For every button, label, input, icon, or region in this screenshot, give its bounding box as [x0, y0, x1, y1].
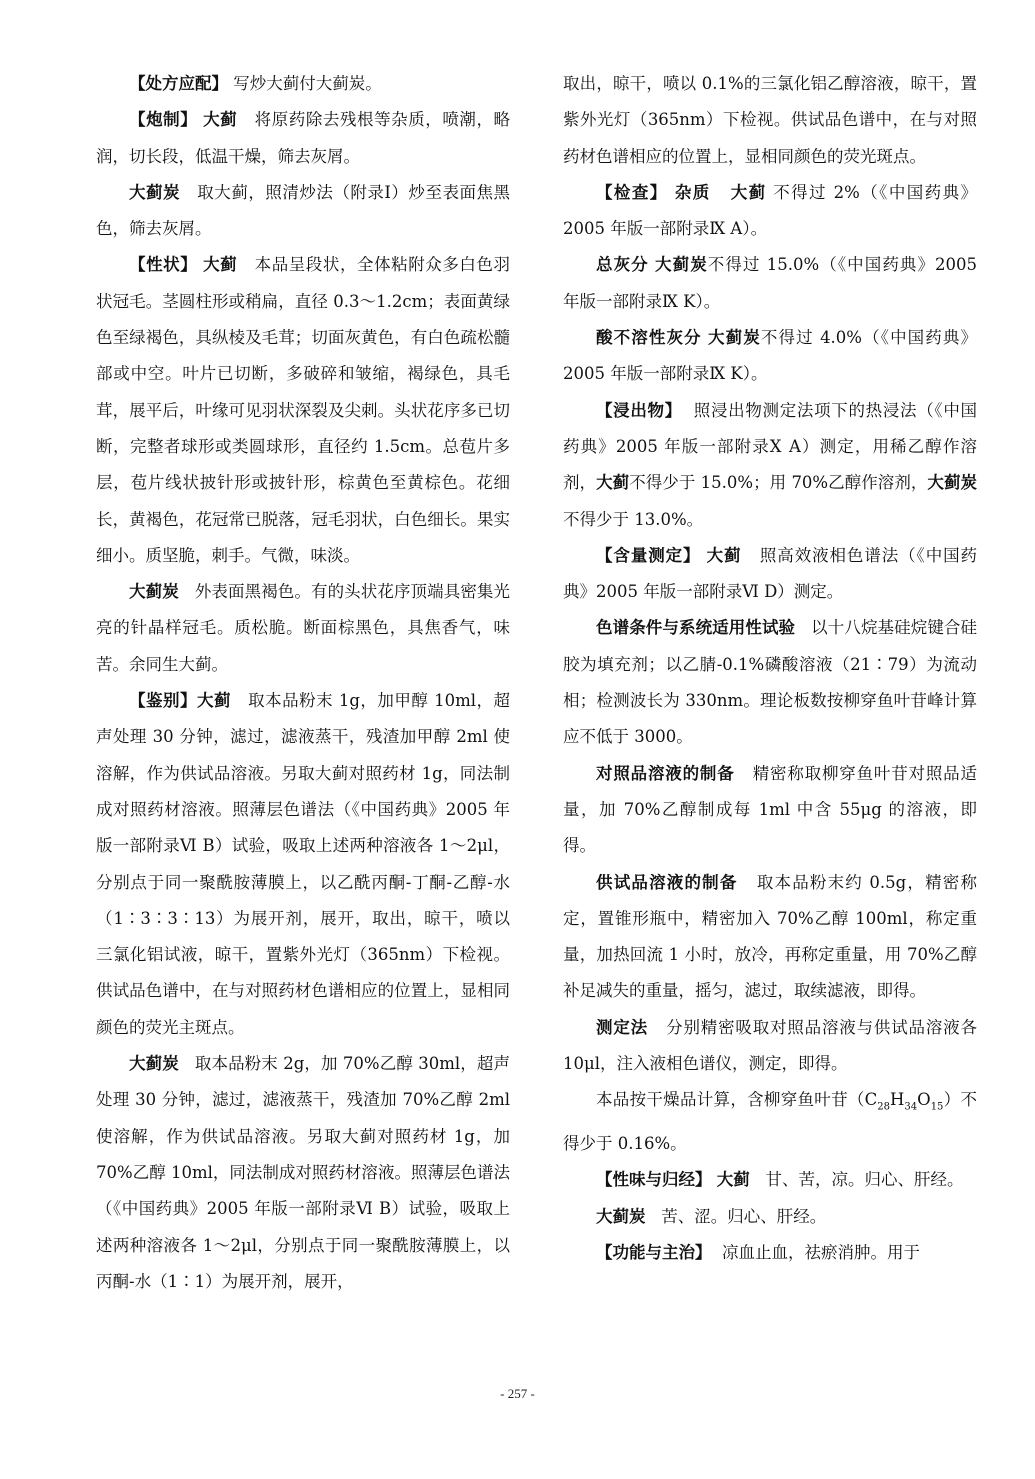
- subheading: 测定法: [596, 1017, 648, 1037]
- reference-solution-paragraph: [563, 756, 977, 865]
- section-heading: 【性味与归经】: [596, 1170, 712, 1190]
- acid-insoluble-ash-paragraph: [563, 320, 977, 393]
- nature-meridian-charcoal-paragraph: [563, 1199, 977, 1235]
- identification-paragraph: [96, 683, 510, 1046]
- inline-bold: 大蓟: [596, 473, 630, 493]
- formula-subscript: 34: [904, 1101, 918, 1113]
- paragraph-text: 不得过 15.0%（《中国药典》2005 年版一部附录Ⅸ K）。: [563, 255, 978, 311]
- paragraph-text: 不得少于 15.0%；用 70%乙醇作溶剂，: [629, 473, 928, 493]
- nature-meridian-paragraph: [563, 1162, 977, 1198]
- subheading: 大蓟炭: [129, 182, 181, 202]
- identification-charcoal-paragraph: [96, 1046, 510, 1300]
- formula-subscript: 15: [930, 1101, 944, 1113]
- paragraph-text: ）不得少于 0.16%。: [563, 1090, 978, 1153]
- processing-charcoal-paragraph: [96, 175, 510, 248]
- subheading-2: 大蓟炭: [708, 328, 761, 348]
- paragraph-text: 照浸出物测定法项下的热浸法（《中国药典》2005 年版一部附录Ⅹ A）测定，用稀乙醇作溶剂，: [563, 400, 978, 493]
- subheading: 总灰分: [596, 255, 649, 275]
- paragraph-text: 苦、涩。归心、肝经。: [661, 1206, 827, 1226]
- subheading: 对照品溶液的制备: [596, 763, 735, 783]
- total-ash-paragraph: [563, 247, 977, 320]
- prescription-paragraph: [96, 66, 510, 102]
- section-heading: 【含量测定】: [596, 545, 701, 565]
- subheading: 供试品溶液的制备: [596, 872, 738, 892]
- subheading: 大蓟炭: [129, 1054, 179, 1074]
- subheading: 大蓟炭: [596, 1206, 646, 1226]
- section-heading: 【检查】 杂质: [596, 182, 711, 202]
- paragraph-text: 取本品粉末 2g，加 70%乙醇 30ml，超声处理 30 分钟，滤过，滤液蒸干，残渣加 70%乙醇 2ml 使溶解，作为供试品溶液。另取大蓟对照药材 1g，加 70%乙醇 10ml，同法制成对照药材溶液。照薄层色谱法（《中国药典》2005 年版一部附录Ⅵ B）试验，吸取上述两种溶液各 1～2μl，分别点于同一聚酰胺薄膜上，以丙酮-水（1∶1）为展开剂，展开，: [96, 1054, 510, 1291]
- procedure-paragraph: [563, 1010, 977, 1083]
- section-heading: 【鉴别】大蓟: [129, 691, 231, 711]
- section-heading: 【性状】: [129, 255, 198, 275]
- section-heading: 【浸出物】: [596, 400, 682, 420]
- paragraph-text: 本品按干燥品计算，含柳穿鱼叶苷（C: [596, 1090, 878, 1110]
- test-solution-paragraph: [563, 865, 977, 1010]
- subheading: 大蓟: [730, 182, 767, 202]
- subheading-2: 大蓟炭: [655, 255, 708, 275]
- page-number: - 257 -: [500, 1386, 535, 1401]
- paragraph-text: 凉血止血，祛瘀消肿。用于: [722, 1242, 920, 1262]
- processing-paragraph: [96, 102, 510, 175]
- paragraph-text: 照高效液相色谱法（《中国药典》2005 年版一部附录Ⅵ D）测定。: [563, 545, 977, 602]
- left-column: [96, 66, 510, 1300]
- paragraph-text: 甘、苦，凉。归心、肝经。: [765, 1170, 964, 1190]
- paragraph-text: 取本品粉末 1g，加甲醇 10ml，超声处理 30 分钟，滤过，滤液蒸干，残渣加甲醇 2ml 使溶解，作为供试品溶液。另取大蓟对照药材 1g，同法制成对照药材溶液。照薄层色谱法（《中国药典》2005 年版一部附录Ⅵ B）试验，吸取上述两种溶液各 1～2μl，分别点于同一聚酰胺薄膜上，以乙酰丙酮-丁酮-乙醇-水（1∶3∶3∶13）为展开剂，展开，取出，晾干，喷以三氯化铝试液，晾干，置紫外光灯（365nm）下检视。供试品色谱中，在与对照药材色谱相应的位置上，显相同颜色的荧光主斑点。: [96, 691, 511, 1037]
- paragraph-text: 不得过 4.0%（《中国药典》2005 年版一部附录Ⅸ K）。: [563, 328, 978, 384]
- assay-paragraph: [563, 538, 977, 611]
- formula-subscript: 28: [877, 1101, 891, 1113]
- paragraph-text: 分别精密吸取对照品溶液与供试品溶液各 10μl，注入液相色谱仪，测定，即得。: [563, 1017, 977, 1074]
- paragraph-text: O: [917, 1090, 931, 1110]
- extract-paragraph: [563, 393, 977, 538]
- subheading: 大蓟: [716, 1170, 750, 1190]
- subheading: 大蓟炭: [129, 582, 179, 602]
- subheading: 大蓟: [203, 255, 238, 275]
- paragraph-text: H: [890, 1090, 905, 1110]
- paragraph-text: 取大蓟，照清炒法（附录Ⅰ）炒至表面焦黑色，筛去灰屑。: [96, 182, 510, 239]
- function-paragraph: [563, 1235, 977, 1271]
- chromatography-paragraph: [563, 610, 977, 755]
- paragraph-text: 外表面黑褐色。有的头状花序顶端具密集光亮的针晶样冠毛。质松脆。断面棕黑色，具焦香气，味苦。余同生大蓟。: [96, 582, 510, 674]
- description-paragraph: [96, 247, 510, 574]
- paragraph-text: 不得少于 13.0%。: [563, 509, 704, 529]
- inspection-paragraph: [563, 175, 977, 248]
- inline-bold: 大蓟炭: [927, 473, 978, 493]
- right-column: [563, 66, 977, 1271]
- subheading: 色谱条件与系统适用性试验: [596, 618, 796, 638]
- subheading: 大蓟: [203, 110, 238, 130]
- section-heading: 【处方应配】: [129, 74, 228, 93]
- paragraph-text: 取本品粉末约 0.5g，精密称定，置锥形瓶中，精密加入 70%乙醇 100ml，称定重量，加热回流 1 小时，放冷，再称定重量，用 70%乙醇补足减失的重量，摇匀，滤过，取续滤液，即得。: [563, 872, 977, 1001]
- subheading: 大蓟: [706, 545, 742, 565]
- paragraph-text: 以十八烷基硅烷键合硅胶为填充剂；以乙腈-0.1%磷酸溶液（21∶79）为流动相；检测波长为 330nm。理论板数按柳穿鱼叶苷峰计算应不低于 3000。: [563, 618, 977, 747]
- content-requirement-paragraph: [563, 1082, 977, 1162]
- paragraph-text: 本品呈段状，全体粘附众多白色羽状冠毛。茎圆柱形或稍扁，直径 0.3～1.2cm；表面黄绿色至绿褐色，具纵棱及毛茸；切面灰黄色，有白色疏松髓部或中空。叶片已切断，多破碎和皱缩，褐绿色，具毛茸，展平后，叶缘可见羽状深裂及尖刺。头状花序多已切断，完整者球形或类圆球形，直径约 1.5cm。总苞片多层，苞片线状披针形或披针形，棕黄色至黄棕色。花细长，黄褐色，花冠常已脱落，冠毛羽状，白色细长。果实细小。质坚脆，刺手。气微，味淡。: [96, 255, 510, 565]
- continued-paragraph: [563, 66, 977, 175]
- description-charcoal-paragraph: [96, 574, 510, 683]
- paragraph-text: 不得过 2%（《中国药典》2005 年版一部附录Ⅸ A）。: [563, 182, 977, 239]
- paragraph-text: 将原药除去残根等杂质，喷潮，略润，切长段，低温干燥，筛去灰屑。: [96, 110, 510, 166]
- subheading: 酸不溶性灰分: [596, 328, 702, 348]
- paragraph-text: 写炒大蓟付大蓟炭。: [233, 74, 382, 93]
- paragraph-text: 取出，晾干，喷以 0.1%的三氯化铝乙醇溶液，晾干，置紫外光灯（365nm）下检视。供试品色谱中，在与对照药材色谱相应的位置上，显相同颜色的荧光斑点。: [563, 74, 977, 166]
- section-heading: 【功能与主治】: [596, 1242, 712, 1262]
- paragraph-text: 精密称取柳穿鱼叶苷对照品适量，加 70%乙醇制成每 1ml 中含 55μg 的溶液，即得。: [563, 763, 978, 856]
- section-heading: 【炮制】: [129, 110, 198, 130]
